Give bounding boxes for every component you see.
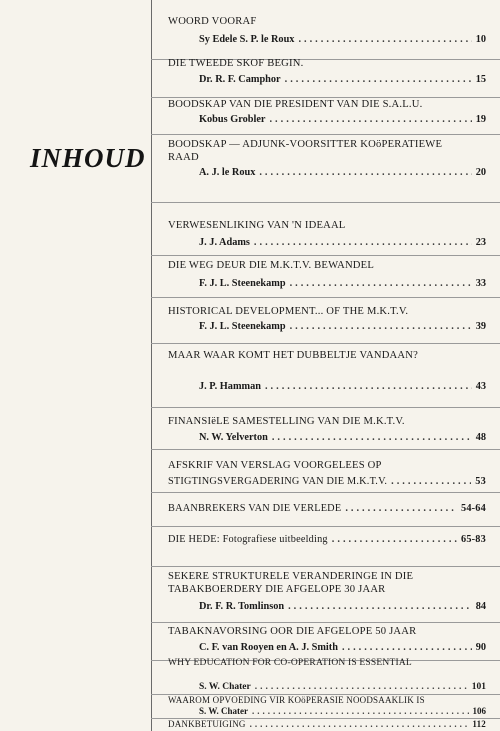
entry-title: WAAROM OPVOEDING VIR KOöPERASIE NOODSAAKLIK IS: [168, 695, 425, 705]
entry-author-line: [199, 113, 486, 126]
entry-title: MAAR WAAR KOMT HET DUBBELTJE VANDAAN?: [168, 350, 418, 361]
dot-leader: [342, 641, 472, 654]
toc-entry[interactable]: [151, 408, 500, 450]
entry-page: 106: [472, 706, 486, 716]
entry-author-line: [168, 502, 486, 515]
toc-entry[interactable]: [151, 60, 500, 98]
entry-author-line: [168, 533, 486, 546]
page-title: INHOUD: [30, 143, 146, 173]
dot-leader: [298, 33, 471, 46]
entry-author-line: [199, 277, 486, 290]
dot-leader: [332, 533, 457, 546]
entry-page: 20: [475, 167, 486, 178]
entry-title: HISTORICAL DEVELOPMENT... OF THE M.K.T.V.: [168, 306, 409, 317]
entry-title: AFSKRIF VAN VERSLAG VOORGELEES OP: [168, 460, 382, 471]
dot-leader: [288, 600, 472, 613]
dot-leader: [269, 113, 471, 126]
dot-leader: [285, 73, 472, 86]
entry-author-line: [199, 73, 486, 86]
entry-title: DANKBETUIGING: [168, 719, 246, 729]
toc-entry[interactable]: [151, 0, 500, 60]
entry-author: Dr. R. F. Camphor: [199, 74, 281, 85]
entry-author-line: [199, 682, 486, 693]
entry-author-line: [199, 166, 486, 179]
dot-leader: [252, 706, 468, 717]
entry-page: 101: [471, 682, 486, 692]
entry-title: WHY EDUCATION FOR CO-OPERATION IS ESSENTIAL: [168, 658, 412, 668]
dot-leader: [259, 166, 471, 179]
entry-page: 19: [475, 114, 486, 125]
entry-page: 39: [475, 321, 486, 332]
entry-title: FINANSIëLE SAMESTELLING VAN DIE M.K.T.V.: [168, 416, 405, 427]
dot-leader: [290, 277, 472, 290]
entry-page: 33: [475, 278, 486, 289]
toc-entry[interactable]: [151, 203, 500, 256]
toc-entry[interactable]: [151, 135, 500, 203]
dot-leader: [272, 431, 472, 444]
entry-title: DIE WEG DEUR DIE M.K.T.V. BEWANDEL: [168, 260, 374, 271]
toc-entry[interactable]: [151, 695, 500, 719]
entry-author-line: [199, 641, 486, 654]
entry-page: 112: [472, 719, 486, 729]
entry-page: 54-64: [460, 503, 486, 514]
dot-leader: [255, 682, 468, 693]
entry-author: J. J. Adams: [199, 237, 250, 248]
entry-author-line: [199, 236, 486, 249]
entry-author: Kobus Grobler: [199, 114, 266, 125]
entry-title: BOODSKAP VAN DIE PRESIDENT VAN DIE S.A.L.U.: [168, 99, 423, 110]
toc-entry[interactable]: [151, 298, 500, 344]
entry-author-line: [199, 380, 486, 393]
entry-title: WOORD VOORAF: [168, 16, 257, 27]
entry-author: A. J. le Roux: [199, 167, 256, 178]
dot-leader: [290, 320, 472, 333]
toc-entry[interactable]: [151, 658, 500, 695]
entry-title: DIE TWEEDE SKOF BEGIN.: [168, 58, 304, 69]
toc-entry[interactable]: [151, 256, 500, 298]
toc-entry[interactable]: [151, 527, 500, 567]
entry-author: Dr. F. R. Tomlinson: [199, 601, 285, 612]
entry-author: S. W. Chater: [199, 706, 249, 716]
entry-author: F. J. L. Steenekamp: [199, 278, 286, 289]
toc-entry[interactable]: [151, 344, 500, 408]
entry-author-line: [199, 320, 486, 333]
dot-leader: [265, 380, 472, 393]
entry-author-line: [199, 33, 486, 46]
entry-page: 10: [475, 34, 486, 45]
entry-page: 53: [475, 476, 486, 487]
toc-entry[interactable]: [151, 567, 500, 623]
entry-page: 65-83: [460, 534, 486, 545]
dot-leader: [345, 502, 457, 515]
entry-author: J. P. Hamman: [199, 381, 261, 392]
entry-title: DIE HEDE: Fotografiese uitbeelding: [168, 534, 328, 545]
entry-title: VERWESENLIKING VAN 'N IDEAAL: [168, 220, 346, 231]
entry-author: Sy Edele S. P. le Roux: [199, 34, 295, 45]
entry-title-continued: STIGTINGSVERGADERING VAN DIE M.K.T.V.: [168, 476, 388, 487]
entry-author-line: [199, 706, 486, 717]
entry-author: C. F. van Rooyen en A. J. Smith: [199, 642, 338, 653]
dot-leader: [391, 475, 471, 488]
entry-author: S. W. Chater: [199, 682, 251, 692]
toc-entry[interactable]: [151, 98, 500, 135]
entry-author: F. J. L. Steenekamp: [199, 321, 286, 332]
entry-author-line: [199, 600, 486, 613]
entry-title: BOODSKAP — ADJUNK-VOORSITTER KOöPERATIEWE RAAD: [168, 139, 443, 163]
entry-title: TABAKNAVORSING OOR DIE AFGELOPE 50 JAAR: [168, 626, 417, 637]
entry-author: N. W. Yelverton: [199, 432, 268, 443]
toc-entry[interactable]: [151, 493, 500, 527]
entry-author-line: [199, 431, 486, 444]
toc-entry[interactable]: [151, 719, 500, 731]
dot-leader: [250, 719, 469, 730]
entry-author-line: [168, 719, 486, 730]
dot-leader: [254, 236, 472, 249]
toc-entry[interactable]: [151, 450, 500, 493]
entry-page: 43: [475, 381, 486, 392]
toc-entry[interactable]: [151, 623, 500, 661]
entry-title: SEKERE STRUKTURELE VERANDERINGE IN DIE TABAKBOERDERY DIE AFGELOPE 30 JAAR: [168, 571, 414, 595]
entry-page: 84: [475, 601, 486, 612]
entry-author-line: [168, 475, 486, 488]
entry-page: 48: [475, 432, 486, 443]
entry-page: 15: [475, 74, 486, 85]
entry-page: 23: [475, 237, 486, 248]
entry-title: BAANBREKERS VAN DIE VERLEDE: [168, 503, 342, 514]
entry-page: 90: [475, 642, 486, 653]
